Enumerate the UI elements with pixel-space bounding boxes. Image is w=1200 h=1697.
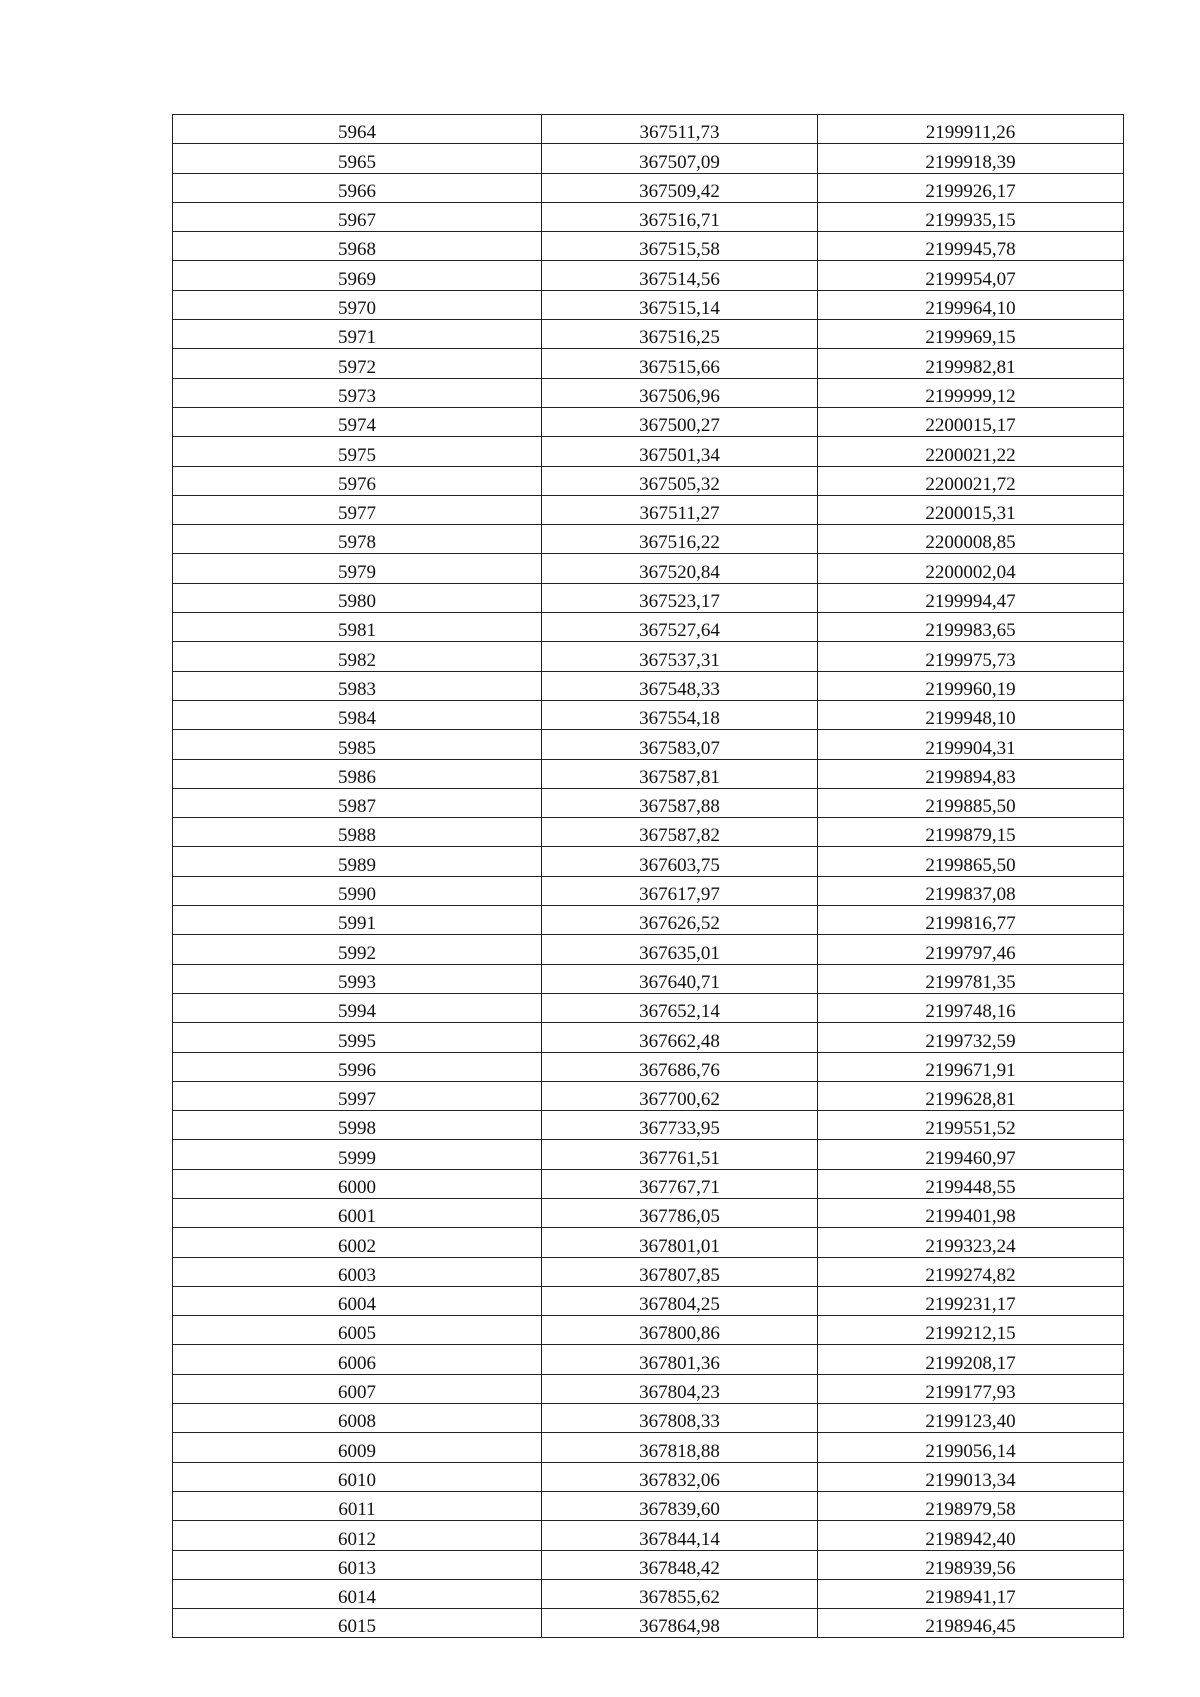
y-coordinate-cell: 2198979,58 — [818, 1491, 1124, 1520]
point-number-cell: 5973 — [173, 378, 542, 407]
x-coordinate-cell: 367527,64 — [542, 613, 818, 642]
x-coordinate-cell: 367700,62 — [542, 1081, 818, 1110]
point-number-cell: 5975 — [173, 437, 542, 466]
y-coordinate-cell: 2199904,31 — [818, 730, 1124, 759]
x-coordinate-cell: 367804,23 — [542, 1374, 818, 1403]
x-coordinate-cell: 367800,86 — [542, 1316, 818, 1345]
y-coordinate-cell: 2199994,47 — [818, 583, 1124, 612]
table-row — [173, 320, 1124, 349]
x-coordinate-cell: 367516,25 — [542, 320, 818, 349]
point-number-cell: 5968 — [173, 232, 542, 261]
y-coordinate-cell: 2199274,82 — [818, 1257, 1124, 1286]
x-coordinate-cell: 367818,88 — [542, 1433, 818, 1462]
y-coordinate-cell: 2199123,40 — [818, 1404, 1124, 1433]
y-coordinate-cell: 2199935,15 — [818, 202, 1124, 231]
point-number-cell: 6015 — [173, 1609, 542, 1638]
x-coordinate-cell: 367515,58 — [542, 232, 818, 261]
y-coordinate-cell: 2199056,14 — [818, 1433, 1124, 1462]
x-coordinate-cell: 367514,56 — [542, 261, 818, 290]
point-number-cell: 5996 — [173, 1052, 542, 1081]
table-row — [173, 1579, 1124, 1608]
y-coordinate-cell: 2199781,35 — [818, 964, 1124, 993]
table-row — [173, 173, 1124, 202]
y-coordinate-cell: 2199231,17 — [818, 1286, 1124, 1315]
x-coordinate-cell: 367808,33 — [542, 1404, 818, 1433]
y-coordinate-cell: 2199918,39 — [818, 144, 1124, 173]
y-coordinate-cell: 2199323,24 — [818, 1228, 1124, 1257]
table-row — [173, 1550, 1124, 1579]
table-row — [173, 437, 1124, 466]
point-number-cell: 5964 — [173, 115, 542, 144]
y-coordinate-cell: 2199628,81 — [818, 1081, 1124, 1110]
point-number-cell: 6007 — [173, 1374, 542, 1403]
y-coordinate-cell: 2199671,91 — [818, 1052, 1124, 1081]
x-coordinate-cell: 367554,18 — [542, 700, 818, 729]
point-number-cell: 6003 — [173, 1257, 542, 1286]
y-coordinate-cell: 2199983,65 — [818, 613, 1124, 642]
y-coordinate-cell: 2199911,26 — [818, 115, 1124, 144]
x-coordinate-cell: 367733,95 — [542, 1111, 818, 1140]
x-coordinate-cell: 367864,98 — [542, 1609, 818, 1638]
point-number-cell: 5990 — [173, 876, 542, 905]
table-row — [173, 1169, 1124, 1198]
x-coordinate-cell: 367587,81 — [542, 759, 818, 788]
y-coordinate-cell: 2199948,10 — [818, 700, 1124, 729]
point-number-cell: 6013 — [173, 1550, 542, 1579]
point-number-cell: 5966 — [173, 173, 542, 202]
y-coordinate-cell: 2199982,81 — [818, 349, 1124, 378]
x-coordinate-cell: 367617,97 — [542, 876, 818, 905]
point-number-cell: 5971 — [173, 320, 542, 349]
point-number-cell: 6004 — [173, 1286, 542, 1315]
y-coordinate-cell: 2198939,56 — [818, 1550, 1124, 1579]
x-coordinate-cell: 367537,31 — [542, 642, 818, 671]
y-coordinate-cell: 2199969,15 — [818, 320, 1124, 349]
table-row — [173, 730, 1124, 759]
point-number-cell: 6001 — [173, 1198, 542, 1227]
x-coordinate-cell: 367523,17 — [542, 583, 818, 612]
y-coordinate-cell: 2199212,15 — [818, 1316, 1124, 1345]
x-coordinate-cell: 367761,51 — [542, 1140, 818, 1169]
point-number-cell: 5976 — [173, 466, 542, 495]
x-coordinate-cell: 367587,82 — [542, 818, 818, 847]
point-number-cell: 5995 — [173, 1023, 542, 1052]
table-row — [173, 818, 1124, 847]
x-coordinate-cell: 367832,06 — [542, 1462, 818, 1491]
point-number-cell: 6012 — [173, 1521, 542, 1550]
point-number-cell: 5980 — [173, 583, 542, 612]
x-coordinate-cell: 367506,96 — [542, 378, 818, 407]
table-row — [173, 1228, 1124, 1257]
table-row — [173, 788, 1124, 817]
table-row — [173, 847, 1124, 876]
y-coordinate-cell: 2198942,40 — [818, 1521, 1124, 1550]
y-coordinate-cell: 2199837,08 — [818, 876, 1124, 905]
table-row — [173, 232, 1124, 261]
table-row — [173, 202, 1124, 231]
x-coordinate-cell: 367511,27 — [542, 495, 818, 524]
table-row — [173, 642, 1124, 671]
table-row — [173, 261, 1124, 290]
y-coordinate-cell: 2200021,72 — [818, 466, 1124, 495]
x-coordinate-cell: 367801,36 — [542, 1345, 818, 1374]
y-coordinate-cell: 2199926,17 — [818, 173, 1124, 202]
point-number-cell: 5984 — [173, 700, 542, 729]
y-coordinate-cell: 2200002,04 — [818, 554, 1124, 583]
table-row — [173, 1521, 1124, 1550]
y-coordinate-cell: 2200015,31 — [818, 495, 1124, 524]
x-coordinate-cell: 367520,84 — [542, 554, 818, 583]
table-row — [173, 1433, 1124, 1462]
y-coordinate-cell: 2199885,50 — [818, 788, 1124, 817]
table-row — [173, 1286, 1124, 1315]
x-coordinate-cell: 367603,75 — [542, 847, 818, 876]
y-coordinate-cell: 2199945,78 — [818, 232, 1124, 261]
point-number-cell: 5978 — [173, 525, 542, 554]
table-row — [173, 700, 1124, 729]
table-row — [173, 1609, 1124, 1638]
x-coordinate-cell: 367511,73 — [542, 115, 818, 144]
y-coordinate-cell: 2199865,50 — [818, 847, 1124, 876]
point-number-cell: 5989 — [173, 847, 542, 876]
point-number-cell: 6009 — [173, 1433, 542, 1462]
point-number-cell: 5988 — [173, 818, 542, 847]
x-coordinate-cell: 367855,62 — [542, 1579, 818, 1608]
x-coordinate-cell: 367804,25 — [542, 1286, 818, 1315]
x-coordinate-cell: 367767,71 — [542, 1169, 818, 1198]
table-row — [173, 554, 1124, 583]
table-row — [173, 613, 1124, 642]
y-coordinate-cell: 2199960,19 — [818, 671, 1124, 700]
y-coordinate-cell: 2199879,15 — [818, 818, 1124, 847]
table-row — [173, 466, 1124, 495]
y-coordinate-cell: 2199748,16 — [818, 993, 1124, 1022]
point-number-cell: 5969 — [173, 261, 542, 290]
table-row — [173, 1111, 1124, 1140]
table-row — [173, 993, 1124, 1022]
point-number-cell: 6008 — [173, 1404, 542, 1433]
y-coordinate-cell: 2199177,93 — [818, 1374, 1124, 1403]
point-number-cell: 5997 — [173, 1081, 542, 1110]
point-number-cell: 5999 — [173, 1140, 542, 1169]
x-coordinate-cell: 367509,42 — [542, 173, 818, 202]
point-number-cell: 5993 — [173, 964, 542, 993]
table-row — [173, 1345, 1124, 1374]
x-coordinate-cell: 367686,76 — [542, 1052, 818, 1081]
y-coordinate-cell: 2199954,07 — [818, 261, 1124, 290]
table-row — [173, 964, 1124, 993]
y-coordinate-cell: 2199013,34 — [818, 1462, 1124, 1491]
table-row — [173, 583, 1124, 612]
point-number-cell: 5987 — [173, 788, 542, 817]
x-coordinate-cell: 367515,66 — [542, 349, 818, 378]
table-row — [173, 144, 1124, 173]
point-number-cell: 5972 — [173, 349, 542, 378]
x-coordinate-cell: 367635,01 — [542, 935, 818, 964]
y-coordinate-cell: 2199816,77 — [818, 906, 1124, 935]
table-row — [173, 290, 1124, 319]
x-coordinate-cell: 367500,27 — [542, 407, 818, 436]
table-row — [173, 1052, 1124, 1081]
x-coordinate-cell: 367786,05 — [542, 1198, 818, 1227]
point-number-cell: 6000 — [173, 1169, 542, 1198]
point-number-cell: 5965 — [173, 144, 542, 173]
x-coordinate-cell: 367515,14 — [542, 290, 818, 319]
x-coordinate-cell: 367844,14 — [542, 1521, 818, 1550]
table-row — [173, 349, 1124, 378]
point-number-cell: 5991 — [173, 906, 542, 935]
point-number-cell: 6006 — [173, 1345, 542, 1374]
x-coordinate-cell: 367662,48 — [542, 1023, 818, 1052]
table-row — [173, 759, 1124, 788]
point-number-cell: 6005 — [173, 1316, 542, 1345]
table-row — [173, 115, 1124, 144]
y-coordinate-cell: 2199975,73 — [818, 642, 1124, 671]
coordinates-table — [172, 114, 1124, 1638]
table-row — [173, 876, 1124, 905]
point-number-cell: 6010 — [173, 1462, 542, 1491]
y-coordinate-cell: 2200015,17 — [818, 407, 1124, 436]
x-coordinate-cell: 367626,52 — [542, 906, 818, 935]
table-row — [173, 495, 1124, 524]
x-coordinate-cell: 367848,42 — [542, 1550, 818, 1579]
point-number-cell: 5977 — [173, 495, 542, 524]
point-number-cell: 5970 — [173, 290, 542, 319]
table-row — [173, 378, 1124, 407]
table-row — [173, 1198, 1124, 1227]
x-coordinate-cell: 367516,22 — [542, 525, 818, 554]
x-coordinate-cell: 367839,60 — [542, 1491, 818, 1520]
y-coordinate-cell: 2199999,12 — [818, 378, 1124, 407]
x-coordinate-cell: 367807,85 — [542, 1257, 818, 1286]
table-row — [173, 1374, 1124, 1403]
table-row — [173, 1316, 1124, 1345]
table-row — [173, 935, 1124, 964]
table-row — [173, 1462, 1124, 1491]
coordinates-table-body — [173, 115, 1124, 1638]
table-row — [173, 1023, 1124, 1052]
y-coordinate-cell: 2199732,59 — [818, 1023, 1124, 1052]
table-row — [173, 407, 1124, 436]
point-number-cell: 5982 — [173, 642, 542, 671]
y-coordinate-cell: 2198946,45 — [818, 1609, 1124, 1638]
point-number-cell: 5979 — [173, 554, 542, 583]
point-number-cell: 5998 — [173, 1111, 542, 1140]
x-coordinate-cell: 367801,01 — [542, 1228, 818, 1257]
table-row — [173, 525, 1124, 554]
x-coordinate-cell: 367505,32 — [542, 466, 818, 495]
x-coordinate-cell: 367652,14 — [542, 993, 818, 1022]
y-coordinate-cell: 2199551,52 — [818, 1111, 1124, 1140]
y-coordinate-cell: 2199448,55 — [818, 1169, 1124, 1198]
table-row — [173, 1140, 1124, 1169]
table-row — [173, 1257, 1124, 1286]
point-number-cell: 5985 — [173, 730, 542, 759]
x-coordinate-cell: 367516,71 — [542, 202, 818, 231]
point-number-cell: 5994 — [173, 993, 542, 1022]
y-coordinate-cell: 2198941,17 — [818, 1579, 1124, 1608]
table-row — [173, 1081, 1124, 1110]
point-number-cell: 5981 — [173, 613, 542, 642]
x-coordinate-cell: 367548,33 — [542, 671, 818, 700]
table-row — [173, 906, 1124, 935]
table-row — [173, 1491, 1124, 1520]
y-coordinate-cell: 2200021,22 — [818, 437, 1124, 466]
y-coordinate-cell: 2199964,10 — [818, 290, 1124, 319]
point-number-cell: 6002 — [173, 1228, 542, 1257]
y-coordinate-cell: 2199894,83 — [818, 759, 1124, 788]
x-coordinate-cell: 367583,07 — [542, 730, 818, 759]
point-number-cell: 5992 — [173, 935, 542, 964]
x-coordinate-cell: 367587,88 — [542, 788, 818, 817]
point-number-cell: 5983 — [173, 671, 542, 700]
y-coordinate-cell: 2200008,85 — [818, 525, 1124, 554]
point-number-cell: 5986 — [173, 759, 542, 788]
point-number-cell: 5974 — [173, 407, 542, 436]
point-number-cell: 6011 — [173, 1491, 542, 1520]
table-row — [173, 671, 1124, 700]
y-coordinate-cell: 2199460,97 — [818, 1140, 1124, 1169]
point-number-cell: 6014 — [173, 1579, 542, 1608]
y-coordinate-cell: 2199401,98 — [818, 1198, 1124, 1227]
y-coordinate-cell: 2199797,46 — [818, 935, 1124, 964]
point-number-cell: 5967 — [173, 202, 542, 231]
table-row — [173, 1404, 1124, 1433]
x-coordinate-cell: 367507,09 — [542, 144, 818, 173]
x-coordinate-cell: 367501,34 — [542, 437, 818, 466]
x-coordinate-cell: 367640,71 — [542, 964, 818, 993]
y-coordinate-cell: 2199208,17 — [818, 1345, 1124, 1374]
